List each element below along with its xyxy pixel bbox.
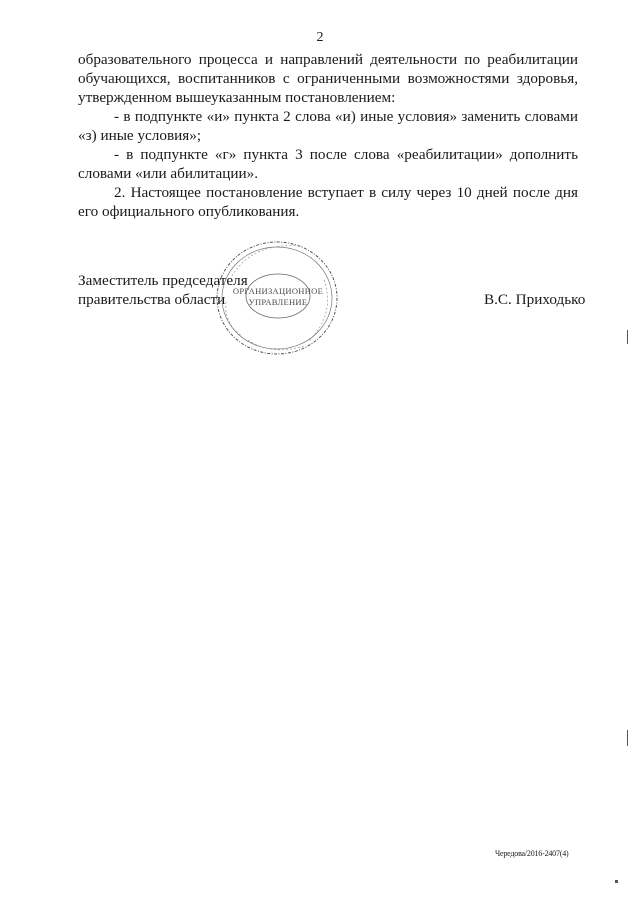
- stamp-inner-line-1: ОРГАНИЗАЦИОННОЕ: [232, 286, 324, 296]
- signatory-position-line-1: Заместитель председателя: [78, 272, 248, 289]
- paragraph-amendment-i: - в подпункте «и» пункта 2 слова «и) иные условия» заменить словами «з) иные условия»;: [78, 108, 578, 144]
- signatory-position-line-2: правительства области: [78, 291, 226, 308]
- scan-artifact: [615, 880, 618, 883]
- stamp-inner-line-2: УПРАВЛЕНИЕ: [248, 297, 308, 307]
- official-seal-stamp: [212, 236, 342, 360]
- document-body: [78, 50, 578, 221]
- scan-artifact: [627, 730, 628, 746]
- page-number: 2: [316, 30, 324, 45]
- paragraph-amendment-g: - в подпункте «г» пункта 3 после слова «реабилитации» дополнить словами «или абилитации».: [78, 146, 578, 182]
- document-reference: Чередова/2016-2407(4): [495, 849, 569, 858]
- paragraph-effective-date: 2. Настоящее постановление вступает в силу через 10 дней после дня его официального опубликования.: [78, 184, 578, 220]
- signatory-name: В.С. Приходько: [484, 291, 586, 308]
- scan-artifact: [627, 330, 628, 344]
- paragraph-continuation: образовательного процесса и направлений деятельности по реабилитации обучающихся, воспитанников с ограниченными возможностями здоровья, утвержденном вышеуказанным постановлением:: [78, 51, 578, 106]
